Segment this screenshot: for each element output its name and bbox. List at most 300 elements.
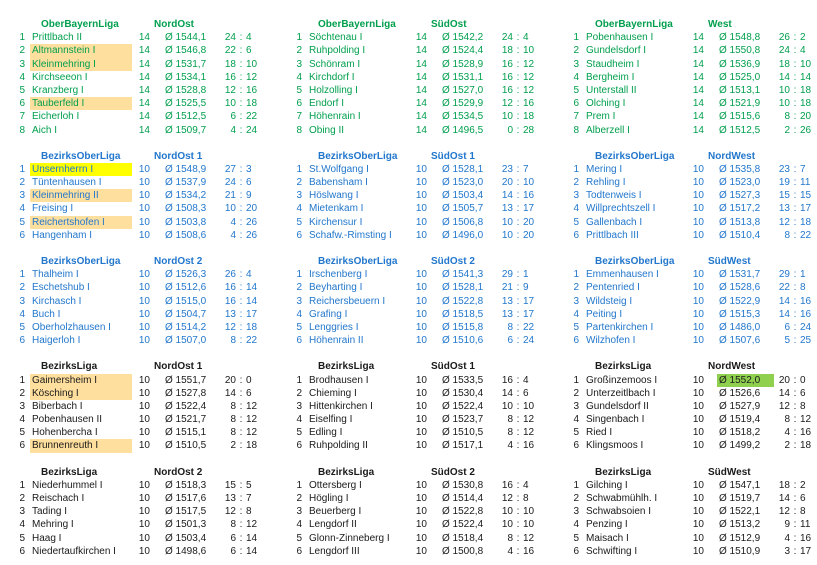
average-cell: Ø 1512,5 bbox=[719, 124, 761, 136]
table-row bbox=[291, 295, 540, 308]
games-cell: 10 bbox=[692, 506, 704, 518]
points-for: 15 bbox=[224, 479, 236, 491]
table-row bbox=[568, 71, 817, 84]
games-cell: 10 bbox=[692, 545, 704, 557]
rank-cell: 1 bbox=[573, 269, 579, 281]
points-for: 10 bbox=[501, 519, 513, 531]
points-against: 5 bbox=[246, 479, 252, 491]
games-cell: 10 bbox=[138, 269, 150, 281]
points-against: 26 bbox=[246, 229, 258, 241]
average-cell: Ø 1523,7 bbox=[442, 414, 484, 426]
points-for: 13 bbox=[501, 308, 513, 320]
table-header bbox=[568, 466, 817, 479]
games-cell: 10 bbox=[415, 440, 427, 452]
points-for: 26 bbox=[778, 32, 790, 44]
team-cell: Freising I bbox=[32, 203, 74, 215]
average-cell: Ø 1523,0 bbox=[442, 177, 484, 189]
average-cell: Ø 1504,7 bbox=[165, 308, 207, 320]
points-colon: : bbox=[516, 269, 520, 281]
table-header bbox=[291, 18, 540, 31]
games-cell: 14 bbox=[415, 58, 427, 70]
games-cell: 10 bbox=[415, 295, 427, 307]
points-colon: : bbox=[239, 203, 243, 215]
table-row bbox=[291, 492, 540, 505]
table-row bbox=[568, 321, 817, 334]
points-colon: : bbox=[239, 269, 243, 281]
points-against: 12 bbox=[523, 414, 535, 426]
team-cell: Pobenhausen I bbox=[586, 32, 654, 44]
points-for: 24 bbox=[224, 32, 236, 44]
team-cell: Emmenhausen I bbox=[586, 269, 659, 281]
average-cell: Ø 1510,9 bbox=[719, 545, 761, 557]
games-cell: 10 bbox=[415, 335, 427, 347]
table-row bbox=[291, 400, 540, 413]
rank-cell: 2 bbox=[573, 45, 579, 57]
games-cell: 14 bbox=[692, 111, 704, 123]
average-cell: Ø 1522,4 bbox=[442, 400, 484, 412]
average-cell: Ø 1498,6 bbox=[165, 545, 207, 557]
team-cell: Thalheim I bbox=[32, 269, 79, 281]
table-header bbox=[291, 466, 540, 479]
points-for: 12 bbox=[224, 506, 236, 518]
games-cell: 14 bbox=[138, 71, 150, 83]
table-row bbox=[568, 163, 817, 176]
table-row bbox=[291, 321, 540, 334]
rank-cell: 5 bbox=[296, 427, 302, 439]
division-name: West bbox=[708, 19, 732, 30]
games-cell: 10 bbox=[415, 282, 427, 294]
rank-cell: 4 bbox=[296, 414, 302, 426]
points-colon: : bbox=[793, 229, 797, 241]
table-row bbox=[291, 44, 540, 57]
team-cell: Prem I bbox=[586, 111, 616, 123]
rank-cell: 4 bbox=[19, 414, 25, 426]
points-for: 10 bbox=[501, 506, 513, 518]
points-colon: : bbox=[516, 493, 520, 504]
games-cell: 10 bbox=[138, 493, 150, 504]
points-colon: : bbox=[516, 71, 520, 83]
league-table bbox=[568, 360, 817, 452]
games-cell: 10 bbox=[415, 203, 427, 215]
league-table bbox=[568, 150, 817, 242]
team-cell: Bergheim I bbox=[586, 71, 635, 83]
rank-cell: 6 bbox=[296, 440, 302, 452]
team-cell: Högling I bbox=[309, 493, 349, 504]
division-name: SüdOst bbox=[431, 19, 467, 30]
table-row bbox=[14, 202, 263, 215]
points-colon: : bbox=[516, 532, 520, 544]
points-colon: : bbox=[239, 282, 243, 294]
points-against: 26 bbox=[246, 216, 258, 228]
table-row bbox=[14, 479, 263, 492]
average-cell: Ø 1508,3 bbox=[165, 203, 207, 215]
table-row bbox=[291, 518, 540, 531]
rank-cell: 3 bbox=[573, 295, 579, 307]
points-against: 10 bbox=[523, 519, 535, 531]
points-colon: : bbox=[793, 335, 797, 347]
team-cell: Pentenried I bbox=[586, 282, 640, 294]
average-cell: Ø 1518,2 bbox=[719, 427, 761, 439]
games-cell: 10 bbox=[692, 335, 704, 347]
points-colon: : bbox=[239, 400, 243, 412]
table-row bbox=[291, 31, 540, 44]
points-against: 20 bbox=[800, 111, 812, 123]
points-for: 12 bbox=[224, 321, 236, 333]
points-colon: : bbox=[239, 295, 243, 307]
points-for: 6 bbox=[230, 545, 236, 557]
average-cell: Ø 1528,8 bbox=[165, 84, 207, 96]
average-cell: Ø 1513,1 bbox=[719, 84, 761, 96]
team-cell: Höslwang I bbox=[309, 190, 359, 202]
points-for: 13 bbox=[501, 295, 513, 307]
points-against: 18 bbox=[800, 98, 812, 110]
average-cell: Ø 1514,2 bbox=[165, 321, 207, 333]
team-cell: Pobenhausen II bbox=[32, 414, 103, 426]
points-colon: : bbox=[793, 493, 797, 504]
points-colon: : bbox=[516, 479, 520, 491]
games-cell: 10 bbox=[692, 163, 704, 175]
points-for: 18 bbox=[778, 479, 790, 491]
games-cell: 10 bbox=[138, 374, 150, 386]
average-cell: Ø 1522,1 bbox=[719, 506, 761, 518]
team-cell: Chieming I bbox=[309, 387, 357, 399]
rank-cell: 5 bbox=[573, 427, 579, 439]
average-cell: Ø 1528,9 bbox=[442, 58, 484, 70]
points-colon: : bbox=[793, 124, 797, 136]
rank-cell: 7 bbox=[573, 111, 579, 123]
points-for: 18 bbox=[224, 58, 236, 70]
points-colon: : bbox=[239, 335, 243, 347]
points-colon: : bbox=[239, 427, 243, 439]
table-row bbox=[291, 374, 540, 387]
division-name: SüdWest bbox=[708, 466, 751, 478]
rank-cell: 4 bbox=[19, 519, 25, 531]
points-for: 12 bbox=[778, 506, 790, 518]
points-colon: : bbox=[793, 400, 797, 412]
rank-cell: 3 bbox=[296, 295, 302, 307]
team-cell: Klingsmoos I bbox=[586, 440, 644, 452]
table-row bbox=[291, 479, 540, 492]
points-colon: : bbox=[239, 190, 243, 202]
average-cell: Ø 1548,8 bbox=[719, 32, 761, 44]
points-for: 16 bbox=[501, 479, 513, 491]
team-cell: Unterstall II bbox=[586, 84, 637, 96]
league-name: BezirksOberLiga bbox=[595, 150, 675, 162]
average-cell: Ø 1512,5 bbox=[165, 111, 207, 123]
average-cell: Ø 1527,0 bbox=[442, 84, 484, 96]
rank-cell: 3 bbox=[573, 506, 579, 518]
division-name: NordOst 2 bbox=[154, 256, 203, 267]
average-cell: Ø 1533,5 bbox=[442, 374, 484, 386]
points-colon: : bbox=[793, 532, 797, 544]
league-name: BezirksOberLiga bbox=[318, 150, 398, 162]
games-cell: 10 bbox=[138, 506, 150, 518]
points-against: 8 bbox=[523, 493, 529, 504]
points-against: 7 bbox=[800, 163, 806, 175]
points-for: 10 bbox=[501, 216, 513, 228]
games-cell: 10 bbox=[138, 203, 150, 215]
division-name: SüdOst 1 bbox=[431, 150, 475, 162]
table-row bbox=[14, 44, 263, 57]
table-row bbox=[291, 281, 540, 294]
league-table bbox=[14, 18, 263, 137]
points-against: 10 bbox=[523, 506, 535, 518]
points-colon: : bbox=[239, 493, 243, 504]
games-cell: 10 bbox=[138, 321, 150, 333]
team-cell: Olching I bbox=[586, 98, 626, 110]
rank-cell: 5 bbox=[19, 216, 25, 228]
points-colon: : bbox=[239, 58, 243, 70]
average-cell: Ø 1528,1 bbox=[442, 282, 484, 294]
games-cell: 10 bbox=[415, 493, 427, 504]
points-for: 23 bbox=[501, 163, 513, 175]
games-cell: 10 bbox=[138, 190, 150, 202]
team-cell: Eicherloh I bbox=[32, 111, 80, 123]
table-header bbox=[14, 466, 263, 479]
points-colon: : bbox=[793, 479, 797, 491]
games-cell: 10 bbox=[415, 479, 427, 491]
games-cell: 10 bbox=[415, 321, 427, 333]
games-cell: 10 bbox=[415, 545, 427, 557]
points-colon: : bbox=[793, 203, 797, 215]
points-for: 16 bbox=[501, 71, 513, 83]
average-cell: Ø 1486,0 bbox=[719, 321, 761, 333]
table-row bbox=[291, 426, 540, 439]
rank-cell: 6 bbox=[573, 335, 579, 347]
standings-section bbox=[14, 18, 812, 137]
table-row bbox=[14, 374, 263, 387]
rank-cell: 5 bbox=[19, 427, 25, 439]
games-cell: 14 bbox=[415, 98, 427, 110]
average-cell: Ø 1544,1 bbox=[165, 32, 207, 44]
team-cell: Kranzberg I bbox=[32, 84, 84, 96]
table-row bbox=[14, 58, 263, 71]
team-cell: Kirchdorf I bbox=[309, 71, 355, 83]
average-cell: Ø 1517,1 bbox=[442, 440, 484, 452]
points-against: 20 bbox=[523, 229, 535, 241]
league-table bbox=[14, 255, 263, 347]
table-header bbox=[291, 150, 540, 163]
rank-cell: 6 bbox=[19, 98, 25, 110]
team-cell: Singenbach I bbox=[586, 414, 645, 426]
table-row bbox=[14, 31, 263, 44]
rank-cell: 5 bbox=[19, 84, 25, 96]
league-name: BezirksLiga bbox=[595, 466, 652, 478]
table-row bbox=[14, 97, 263, 110]
league-table bbox=[14, 466, 263, 558]
points-for: 6 bbox=[230, 111, 236, 123]
league-name: OberBayernLiga bbox=[595, 19, 673, 30]
average-cell: Ø 1541,3 bbox=[442, 269, 484, 281]
points-against: 15 bbox=[800, 190, 812, 202]
points-against: 12 bbox=[246, 400, 258, 412]
table-row bbox=[14, 163, 263, 176]
points-for: 4 bbox=[784, 427, 790, 439]
points-colon: : bbox=[516, 387, 520, 399]
games-cell: 14 bbox=[138, 84, 150, 96]
table-row bbox=[291, 308, 540, 321]
points-against: 9 bbox=[246, 190, 252, 202]
points-colon: : bbox=[239, 519, 243, 531]
team-cell: Aich I bbox=[32, 124, 58, 136]
points-against: 12 bbox=[246, 427, 258, 439]
table-row bbox=[291, 189, 540, 202]
points-against: 2 bbox=[800, 32, 806, 44]
points-colon: : bbox=[239, 387, 243, 399]
rank-cell: 5 bbox=[573, 216, 579, 228]
points-against: 17 bbox=[800, 545, 812, 557]
average-cell: Ø 1515,8 bbox=[442, 321, 484, 333]
points-against: 6 bbox=[246, 45, 252, 57]
table-row bbox=[291, 58, 540, 71]
points-against: 6 bbox=[523, 387, 529, 399]
points-against: 10 bbox=[523, 177, 535, 189]
team-cell: Lengdorf II bbox=[309, 519, 357, 531]
league-table bbox=[291, 360, 540, 452]
table-row bbox=[291, 268, 540, 281]
points-colon: : bbox=[516, 427, 520, 439]
points-colon: : bbox=[793, 506, 797, 518]
rank-cell: 2 bbox=[573, 493, 579, 504]
table-row bbox=[568, 334, 817, 347]
points-against: 14 bbox=[246, 282, 258, 294]
rank-cell: 3 bbox=[573, 58, 579, 70]
games-cell: 10 bbox=[415, 308, 427, 320]
games-cell: 14 bbox=[138, 98, 150, 110]
games-cell: 10 bbox=[692, 269, 704, 281]
average-cell: Ø 1519,7 bbox=[719, 493, 761, 504]
points-colon: : bbox=[793, 216, 797, 228]
average-cell: Ø 1531,7 bbox=[165, 58, 207, 70]
points-against: 24 bbox=[246, 124, 258, 136]
rank-cell: 3 bbox=[296, 58, 302, 70]
average-cell: Ø 1506,8 bbox=[442, 216, 484, 228]
average-cell: Ø 1515,6 bbox=[719, 111, 761, 123]
points-for: 8 bbox=[784, 229, 790, 241]
games-cell: 10 bbox=[692, 177, 704, 189]
rank-cell: 2 bbox=[296, 387, 302, 399]
league-table bbox=[291, 18, 540, 137]
average-cell: Ø 1522,8 bbox=[442, 506, 484, 518]
points-for: 16 bbox=[501, 84, 513, 96]
average-cell: Ø 1510,5 bbox=[165, 440, 207, 452]
games-cell: 14 bbox=[692, 124, 704, 136]
rank-cell: 1 bbox=[19, 32, 25, 44]
points-for: 22 bbox=[224, 45, 236, 57]
points-colon: : bbox=[516, 203, 520, 215]
games-cell: 10 bbox=[138, 519, 150, 531]
points-for: 14 bbox=[778, 387, 790, 399]
average-cell: Ø 1526,3 bbox=[165, 269, 207, 281]
points-against: 12 bbox=[523, 532, 535, 544]
games-cell: 10 bbox=[138, 163, 150, 175]
points-against: 6 bbox=[800, 387, 806, 399]
average-cell: Ø 1522,8 bbox=[442, 295, 484, 307]
team-cell: Höhenrain II bbox=[309, 335, 364, 347]
points-against: 16 bbox=[800, 532, 812, 544]
rank-cell: 1 bbox=[19, 374, 25, 386]
team-cell: Gundelsdorf II bbox=[586, 400, 649, 412]
points-colon: : bbox=[793, 545, 797, 557]
rank-cell: 4 bbox=[296, 308, 302, 320]
team-cell: Lengdorf III bbox=[309, 545, 360, 557]
league-name: OberBayernLiga bbox=[41, 19, 119, 30]
team-cell: Brunnenreuth I bbox=[30, 439, 132, 452]
points-against: 16 bbox=[523, 190, 535, 202]
average-cell: Ø 1517,2 bbox=[719, 203, 761, 215]
team-cell: Glonn-Zinneberg I bbox=[309, 532, 390, 544]
points-colon: : bbox=[239, 163, 243, 175]
points-colon: : bbox=[793, 321, 797, 333]
points-against: 0 bbox=[246, 374, 252, 386]
table-row bbox=[14, 295, 263, 308]
average-cell: Ø 1510,6 bbox=[442, 335, 484, 347]
rank-cell: 4 bbox=[573, 203, 579, 215]
points-for: 8 bbox=[230, 335, 236, 347]
points-for: 14 bbox=[501, 190, 513, 202]
games-cell: 14 bbox=[415, 84, 427, 96]
games-cell: 14 bbox=[415, 124, 427, 136]
team-cell: Wilzhofen I bbox=[586, 335, 636, 347]
points-colon: : bbox=[516, 308, 520, 320]
rank-cell: 5 bbox=[573, 532, 579, 544]
rank-cell: 5 bbox=[296, 84, 302, 96]
points-colon: : bbox=[516, 32, 520, 44]
table-row bbox=[14, 532, 263, 545]
average-cell: Ø 1525,5 bbox=[165, 98, 207, 110]
average-cell: Ø 1500,8 bbox=[442, 545, 484, 557]
points-for: 8 bbox=[230, 427, 236, 439]
table-body bbox=[568, 479, 817, 558]
points-against: 16 bbox=[523, 98, 535, 110]
points-for: 14 bbox=[778, 71, 790, 83]
games-cell: 14 bbox=[138, 58, 150, 70]
average-cell: Ø 1515,3 bbox=[719, 308, 761, 320]
average-cell: Ø 1550,8 bbox=[719, 45, 761, 57]
table-body bbox=[14, 31, 263, 137]
average-cell: Ø 1518,3 bbox=[165, 479, 207, 491]
rank-cell: 4 bbox=[296, 519, 302, 531]
points-for: 14 bbox=[224, 387, 236, 399]
games-cell: 10 bbox=[415, 229, 427, 241]
points-for: 29 bbox=[501, 269, 513, 281]
rank-cell: 3 bbox=[573, 400, 579, 412]
team-cell: Großinzemoos I bbox=[586, 374, 658, 386]
rank-cell: 4 bbox=[573, 519, 579, 531]
table-row bbox=[568, 31, 817, 44]
points-against: 4 bbox=[523, 32, 529, 44]
games-cell: 10 bbox=[692, 308, 704, 320]
games-cell: 10 bbox=[138, 335, 150, 347]
games-cell: 10 bbox=[138, 295, 150, 307]
points-for: 21 bbox=[224, 190, 236, 202]
rank-cell: 4 bbox=[573, 308, 579, 320]
points-against: 24 bbox=[523, 335, 535, 347]
rank-cell: 1 bbox=[19, 479, 25, 491]
points-against: 8 bbox=[800, 282, 806, 294]
points-colon: : bbox=[239, 321, 243, 333]
points-for: 14 bbox=[778, 308, 790, 320]
points-colon: : bbox=[239, 229, 243, 241]
points-against: 7 bbox=[246, 493, 252, 504]
games-cell: 10 bbox=[138, 308, 150, 320]
points-against: 18 bbox=[800, 440, 812, 452]
points-against: 24 bbox=[800, 321, 812, 333]
division-name: SüdWest bbox=[708, 256, 751, 267]
points-against: 14 bbox=[246, 545, 258, 557]
points-against: 12 bbox=[523, 71, 535, 83]
table-row bbox=[14, 189, 263, 202]
